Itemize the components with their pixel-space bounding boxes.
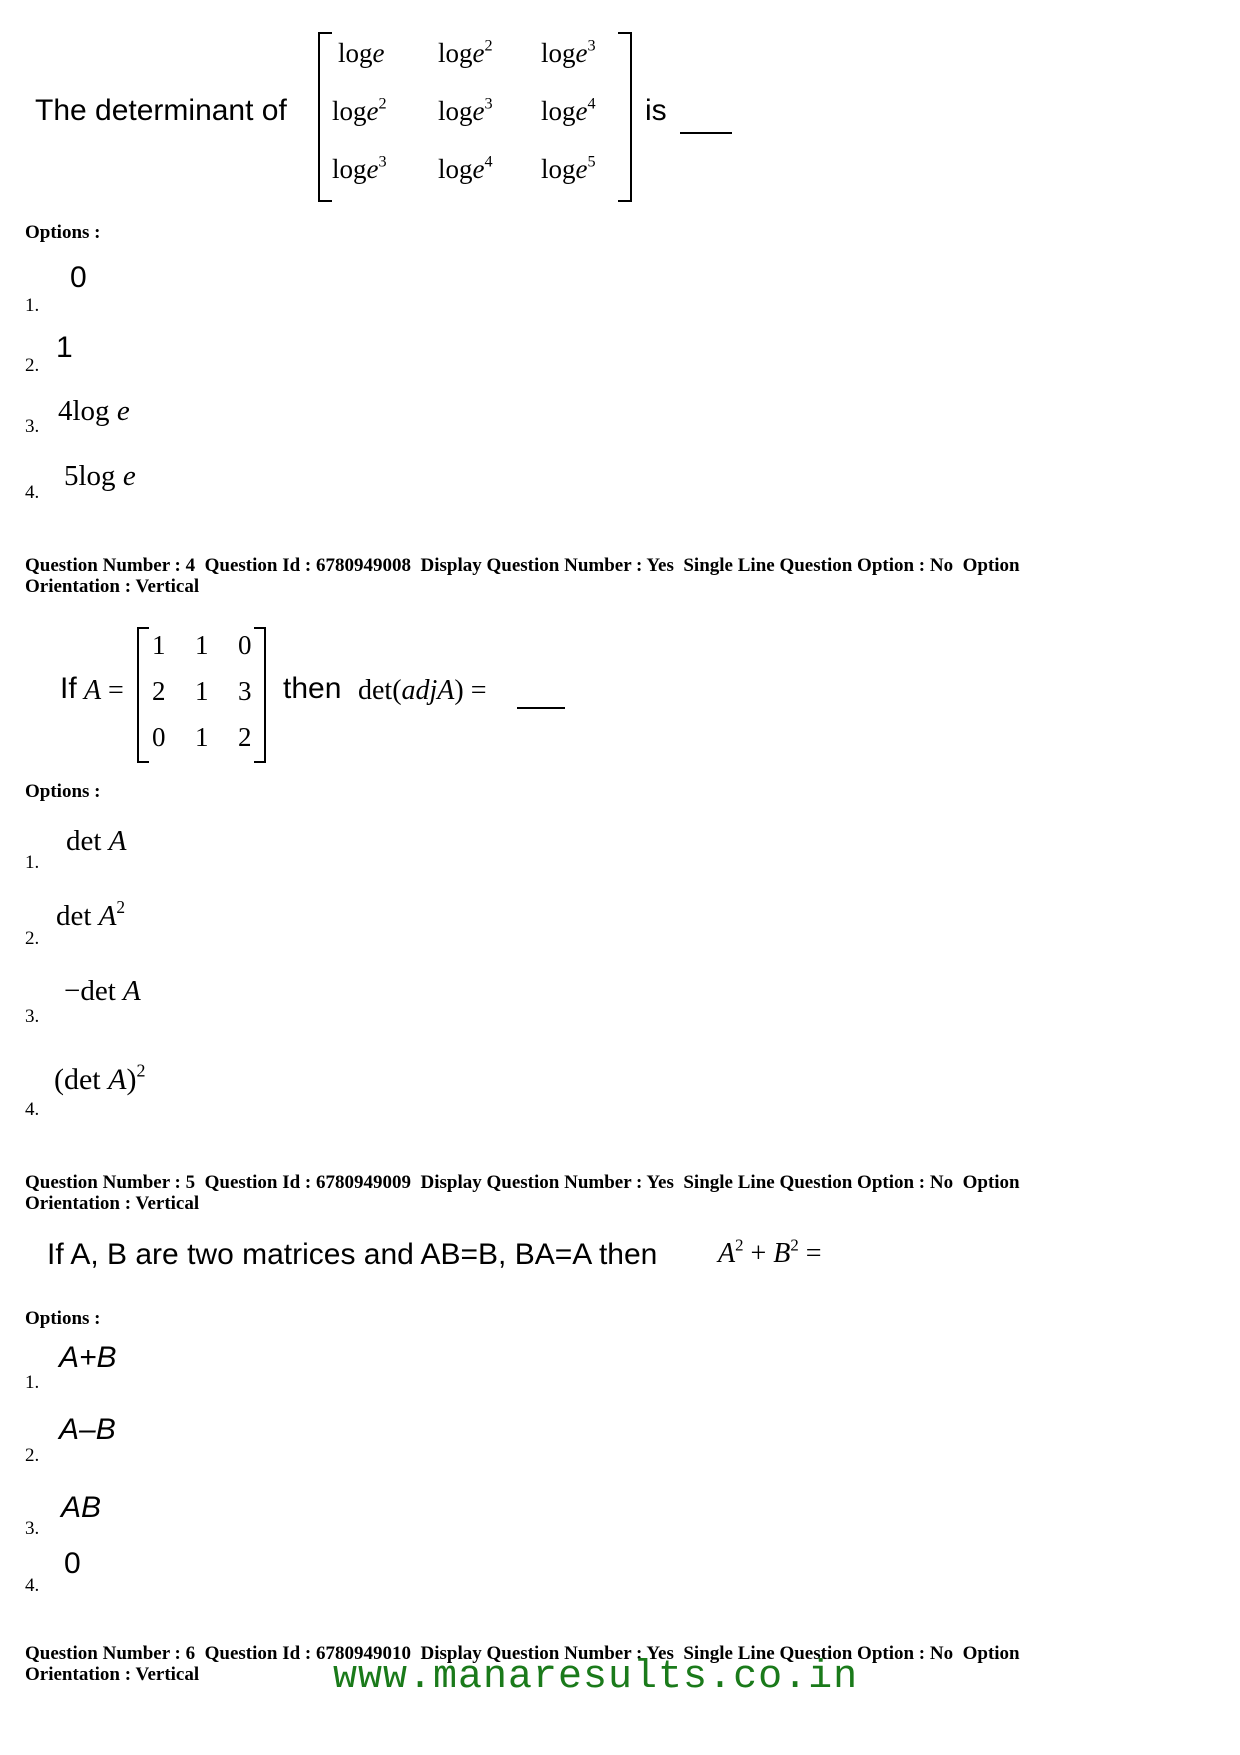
option-math: −det A	[64, 975, 141, 1007]
q3-matrix-cell: loge$^5$	[541, 152, 596, 184]
q4-matrix-left-bracket	[137, 627, 149, 763]
q6-metadata: Question Number : 6 Question Id : 6780949010 Display Question Number : Yes Single Line Question Option : No Option Orientation : Vertical	[25, 1643, 1020, 1685]
q4-options-label: Options :	[25, 781, 101, 802]
option-number: 4.	[25, 482, 40, 503]
option-number: 1.	[25, 852, 40, 873]
q3-matrix-left-bracket	[318, 32, 332, 202]
q3-lead-text: The determinant of	[35, 94, 287, 127]
q4-matrix-cell: 0	[238, 630, 252, 660]
option-text: 0	[64, 1547, 81, 1580]
q4-lead-text: If	[60, 672, 77, 705]
option-number: 4.	[25, 1099, 40, 1120]
q3-answer-blank	[680, 132, 732, 134]
option-number: 3.	[25, 1006, 40, 1027]
option-math: 5log e	[64, 460, 136, 492]
q5-question-text: If A, B are two matrices and AB=B, BA=A then	[47, 1238, 658, 1271]
q3-matrix-right-bracket	[618, 32, 632, 202]
q3-matrix-cell: loge$^3$	[332, 152, 387, 184]
q3-matrix-cell: loge$^2$	[332, 94, 387, 126]
option-text: 0	[70, 261, 87, 294]
q4-answer-blank	[517, 707, 565, 709]
option-text: A+B	[59, 1341, 117, 1374]
q4-matrix-cell: 1	[152, 630, 166, 660]
q4-matrix-cell: 2	[238, 722, 252, 752]
q4-then-text: then	[283, 672, 342, 705]
q3-matrix-cell: loge	[338, 38, 385, 68]
q4-matrix-cell: 1	[195, 630, 209, 660]
option-number: 3.	[25, 416, 40, 437]
option-number: 2.	[25, 928, 40, 949]
q5-expression: $A^2 + B^2$ =	[718, 1235, 822, 1269]
q4-equals: =	[108, 675, 124, 706]
option-number: 2.	[25, 1445, 40, 1466]
q5-metadata: Question Number : 5 Question Id : 6780949009 Display Question Number : Yes Single Line Question Option : No Option Orientation : Vertical	[25, 1172, 1020, 1214]
q3-tail-text: is	[645, 94, 667, 127]
q4-matrix-cell: 2	[152, 676, 166, 706]
option-number: 4.	[25, 1575, 40, 1596]
q3-options-label: Options :	[25, 222, 101, 243]
option-text: 1	[56, 331, 73, 364]
option-text: AB	[61, 1491, 102, 1524]
q4-metadata: Question Number : 4 Question Id : 6780949008 Display Question Number : Yes Single Line Question Option : No Option Orientation : Vertical	[25, 555, 1020, 597]
q4-matrix-cell: 3	[238, 676, 252, 706]
q4-matrix-right-bracket	[254, 627, 266, 763]
option-number: 1.	[25, 295, 40, 316]
q4-matrix-cell: 0	[152, 722, 166, 752]
watermark-url: www.manaresults.co.in	[333, 1655, 859, 1700]
q3-matrix-cell: loge$^4$	[541, 94, 596, 126]
q3-matrix-cell: loge$^3$	[438, 94, 493, 126]
q5-options-label: Options :	[25, 1308, 101, 1329]
q3-matrix-cell: loge$^4$	[438, 152, 493, 184]
q4-rhs-expression: det(adjA) =	[358, 675, 487, 706]
option-math: 4log e	[58, 395, 130, 427]
q3-matrix-cell: loge$^2$	[438, 36, 493, 68]
q3-matrix-cell: loge$^3$	[541, 36, 596, 68]
option-math: $\det A^2$	[56, 896, 126, 932]
option-number: 3.	[25, 1518, 40, 1539]
option-number: 1.	[25, 1372, 40, 1393]
q4-matrix-cell: 1	[195, 722, 209, 752]
option-text: A–B	[59, 1413, 116, 1446]
option-math: det A	[66, 825, 127, 857]
q4-matrix-cell: 1	[195, 676, 209, 706]
q4-matrix-var: A	[84, 675, 102, 706]
option-math: (det A)$^2$	[54, 1060, 146, 1096]
option-number: 2.	[25, 355, 40, 376]
